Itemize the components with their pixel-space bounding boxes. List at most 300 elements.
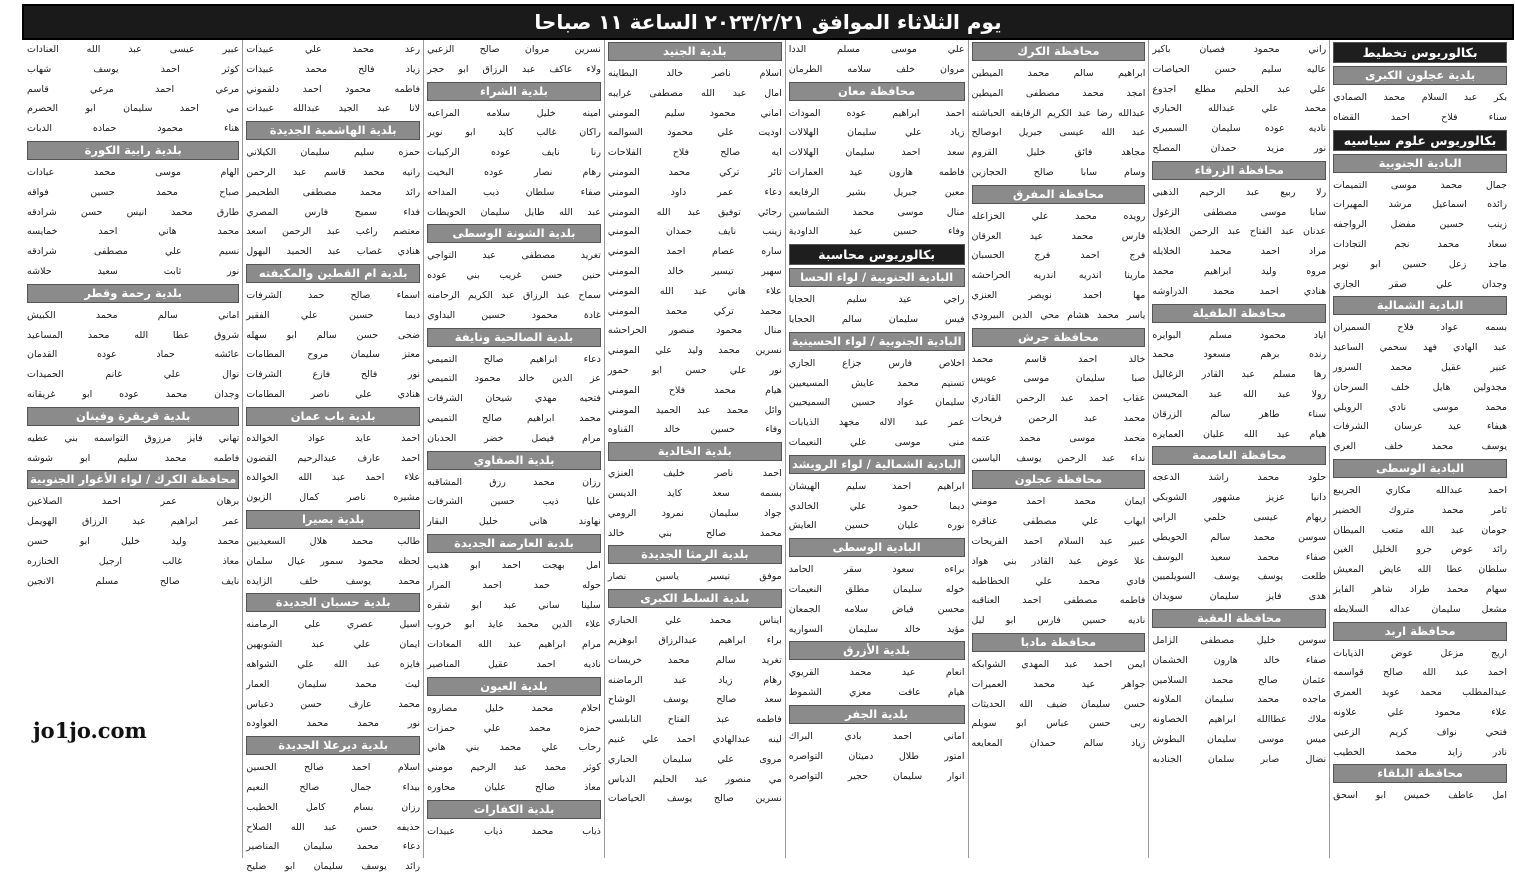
section-heading: بلدية الجفر xyxy=(789,705,965,724)
column-2 xyxy=(1148,40,1329,858)
candidate-name: سعد احمد سليمان الهلالات xyxy=(788,147,965,159)
candidate-name: فتحي نواف كريم الزعبي xyxy=(1333,726,1507,738)
candidate-name: لحظه محمود سمور عيال سلمان xyxy=(246,555,421,567)
candidate-name: سعاد محمد نجم التجادات xyxy=(1333,238,1507,250)
candidate-name: ثامر محمد متروك الخضير xyxy=(1333,504,1507,516)
section-heading: بلدية عجلون الكبرى xyxy=(1333,66,1507,85)
candidate-name: رزان محمد رزق المشاقبه xyxy=(427,476,601,488)
section-heading: بلدية بصيرا xyxy=(246,510,420,529)
section-heading: محافظة الزرقاء xyxy=(1152,161,1326,180)
candidate-name: موفق تيسير ياسين نصار xyxy=(607,571,782,583)
candidate-name: نسيم علي مصطفى شرادقه xyxy=(27,246,240,258)
candidate-name: علاء احمد عبد الله الخوالده xyxy=(246,472,421,484)
candidate-name: صبا سليمان موسى عويس xyxy=(971,373,1146,385)
candidate-name: مها احمد نويصر العنزي xyxy=(971,289,1146,301)
section-heading: البادية الوسطى xyxy=(1333,459,1507,478)
candidate-name: فداء سميح فارس المصري xyxy=(246,206,421,218)
candidate-name: هيام عيد الله عليان العمايره xyxy=(1152,428,1327,440)
candidate-name: براءه سعود سقر الحامد xyxy=(788,564,965,576)
candidate-name: اسلام ناصر خالد البطاينه xyxy=(607,68,782,79)
candidate-name: عليا ذيب حسين الشرفات xyxy=(427,496,601,508)
candidate-name: نوره عليان حسين العايش xyxy=(788,520,965,532)
candidate-name: مروه وليد ابراهيم محمد xyxy=(1152,265,1327,277)
candidate-name: احمد عارف عبدالرحيم القضون xyxy=(246,452,421,464)
section-heading: بلدية الرمثا الجديدة xyxy=(608,545,782,564)
section-heading: محافظة عجلون xyxy=(972,470,1146,489)
section-heading: بلدية السلط الكبرى xyxy=(608,589,782,608)
candidate-name: محمد وليد خليل ابو حسن xyxy=(27,535,240,547)
candidate-name: مي احمد سليمان ابو الحصرم xyxy=(27,103,240,115)
candidate-name: ولاء عاكف عبد الرزاق ابو حجر xyxy=(427,63,601,75)
candidate-name: حلود محمد راشد الدعجه xyxy=(1152,472,1327,484)
candidate-name: مراد احمد محمد الخلايله xyxy=(1152,246,1327,258)
candidate-name: اسيل عصري علي الرمامنه xyxy=(246,619,421,631)
candidate-name: براء ابراهيم عبدالرزاق ابوهزيم xyxy=(607,634,782,646)
candidate-name: احمد عبد الله صالح قواسمه xyxy=(1333,667,1507,679)
candidate-name: سماح عبد الرزاق عبد الكريم الرحامنه xyxy=(427,289,601,301)
candidate-name: فادي محمد علي الخطاطبه xyxy=(971,575,1146,587)
candidate-name: هنادي علي ناصر المطامات xyxy=(246,388,421,400)
candidate-name: راجي عيد سليم الحجايا xyxy=(788,294,965,306)
candidate-name: سابا موسى مصطفى الزغول xyxy=(1152,206,1327,218)
candidate-name: رحاب علي محمد بني هاني xyxy=(427,742,601,754)
candidate-name: معتز سليمان مروح المطامات xyxy=(246,349,421,361)
candidate-name: سلطان عطا الله عايض المعيش xyxy=(1333,564,1507,576)
candidate-name: محمد عبد الرحمن فريحات xyxy=(971,412,1146,424)
candidate-name: طلعت يوسف يوسف السويلميين xyxy=(1152,571,1327,583)
candidate-name: عمر ابراهيم عبد الرزاق الهويمل xyxy=(27,516,240,528)
candidate-name: هيام محمد فلاح المومني xyxy=(607,384,782,396)
candidate-name: هيام عافت معزي الشموط xyxy=(788,687,965,699)
candidate-name: رجائي توفيق عبد الله المومني xyxy=(607,206,782,218)
candidate-name: فايزه عبد الله علي الشواهه xyxy=(246,658,421,670)
column-7 xyxy=(242,40,423,873)
candidate-name: معاذ غالب ارجيل الخنازره xyxy=(27,555,240,567)
candidate-name: مشعل سليمان عداله السلايطه xyxy=(1333,603,1507,615)
candidate-name: مرعي احمد مرعي قاسم xyxy=(27,83,240,95)
candidate-name: عمر عبد الاله مجهد الذيابات xyxy=(788,417,965,429)
candidate-name: ايناس محمد علي الحباري xyxy=(607,615,782,627)
candidate-name: ضحى حسن سالم ابو سهله xyxy=(246,329,421,341)
candidate-name: علاء محمود علي علاونه xyxy=(1333,706,1507,718)
candidate-name: فاطمه عبد الفتاح النابلسي xyxy=(607,714,782,726)
candidate-name: نداء عبد الرحمن يوسف الياسين xyxy=(971,452,1146,464)
candidate-name: نسرين مروان صالح الزعبي xyxy=(427,44,601,55)
section-heading: محافظة الكرك / لواء الأغوار الجنوبية xyxy=(27,470,239,489)
section-heading: بلدية رحمة وقطر xyxy=(27,284,239,303)
candidate-name: محمد علي عبدالله الحباري xyxy=(1152,103,1327,115)
degree-heading: بكالوريوس محاسبة xyxy=(789,244,965,265)
candidate-name: معتصم راغب عبد الرحمن اسعد xyxy=(246,226,421,238)
candidate-name: محسن فياض سلامه الجمعان xyxy=(788,603,965,615)
candidate-name: محمد تركي محمد المومني xyxy=(607,305,782,317)
degree-heading: بكالوريوس تخطيط xyxy=(1333,42,1507,63)
candidate-name: رهام نصار عوده البخيت xyxy=(427,166,601,178)
candidate-name: برهان عمر احمد الصلاعين xyxy=(27,496,240,508)
candidate-name: عبد الله عيسى جبريل ابوصالح xyxy=(971,127,1146,139)
candidate-name: وسام سابا صالح الحجازين xyxy=(971,166,1146,178)
candidate-name: طالب محمد هلال السعيديين xyxy=(246,535,421,547)
degree-heading: بكالوريوس علوم سياسيه xyxy=(1333,130,1507,151)
column-4 xyxy=(785,40,968,858)
section-heading: البادية الشمالية / لواء الرويشد xyxy=(789,455,965,474)
candidate-name: فارس محمد عيد العرقان xyxy=(971,230,1146,242)
candidate-name: سهير تيسير خالد المومني xyxy=(607,265,782,277)
section-heading: بلدية ديرعلا الجديدة xyxy=(246,736,420,755)
candidate-name: ناديه عوده سليمان السميري xyxy=(1152,123,1327,135)
candidate-name: سناء طاهر سالم الزرقان xyxy=(1152,408,1327,420)
candidate-name: صفاء محمد سعيد اليوسف xyxy=(1152,551,1327,563)
candidate-name: فيس سليمان سالم الحجايا xyxy=(788,313,965,325)
section-heading: محافظة مادبا xyxy=(972,633,1146,652)
candidate-name: رعد محمد علي عبيدات xyxy=(246,44,421,55)
candidate-name: يوسف محمد خلف العري xyxy=(1333,441,1507,453)
candidate-name: خوله سليمان مطلق النعيمات xyxy=(788,583,965,595)
candidate-name: ميس موسى سليمان البطوش xyxy=(1152,733,1327,745)
candidate-name: نسرين محمد وليد علي المومني xyxy=(607,345,782,357)
candidate-name: علا عوض عبد القادر بني هواد xyxy=(971,555,1146,567)
section-heading: محافظة الطفيلة xyxy=(1152,304,1326,323)
candidate-name: امال عبد الله مصطفى غرايبه xyxy=(607,87,782,99)
candidate-name: عبدالله رضا عبد الكريم الرفايفه الحباشنه xyxy=(971,107,1146,119)
candidate-name: مرام فيصل خضر الحدبان xyxy=(427,432,601,444)
candidate-name: عبير عيسى عبد الله العنادات xyxy=(27,44,240,55)
section-heading: محافظة المفرق xyxy=(972,185,1146,204)
watermark-text: jo1jo.com xyxy=(30,718,150,743)
candidate-name: سهام محمد طراد شاهر الفايز xyxy=(1333,583,1507,595)
candidate-name: تهاني فايز مرزوق التواسمه بني عطيه xyxy=(27,432,240,444)
candidate-name: ناديه حسين فارس ابو ليل xyxy=(971,615,1146,627)
candidate-name: ايمن احمد عبد المهدي الشوابكه xyxy=(971,658,1146,670)
section-heading: محافظة معان xyxy=(789,82,965,101)
candidate-name: سناء فلاح احمد القضاه xyxy=(1333,111,1507,123)
candidate-name: امل بهجت احمد ابو هديب xyxy=(427,559,601,571)
column-6 xyxy=(423,40,604,858)
candidate-name: اماني سالم محمد الكبيش xyxy=(27,309,240,321)
candidate-name: فاطمه مصطفى احمد العناقبه xyxy=(971,595,1146,607)
candidate-name: احمد ابراهيم عوده المودات xyxy=(788,107,965,119)
candidate-name: نور علي حسن ابو حمور xyxy=(607,364,782,376)
candidate-name: الهام موسى محمد عبادات xyxy=(27,166,240,178)
candidate-name: وائل محمد عبد الحميد المومني xyxy=(607,404,782,416)
candidate-name: سلينا ساني عبد ابو شقره xyxy=(427,599,601,611)
candidate-name: نادر زايد محمد الخطيب xyxy=(1333,746,1507,758)
candidate-name: ربى حسن عباس ابو سويلم xyxy=(971,718,1146,730)
candidate-name: ريهام عيسى حلمي الرابي xyxy=(1152,511,1327,523)
candidate-name: كوثر محمد عبد الرحيم مومني xyxy=(427,762,601,774)
candidate-name: دعاء ابراهيم صالح التميمي xyxy=(427,353,601,365)
candidate-name: جواد سليمان نمرود الرومي xyxy=(607,507,782,519)
candidate-name: عبدالمطلب محمد عويد العمري xyxy=(1333,687,1507,699)
candidate-name: زينب حسين مفضل الرواجفه xyxy=(1333,219,1507,231)
candidate-name: جمال محمد موسى التميمات xyxy=(1333,179,1507,191)
candidate-name: زياد سالم حمدان المعايعه xyxy=(971,738,1146,750)
candidate-name: طارق محمد انيس حسن شرادقه xyxy=(27,206,240,218)
candidate-name: صفاء خالد هارون الخشمان xyxy=(1152,654,1327,666)
candidate-name: عبير عقيل محمد السرور xyxy=(1333,361,1507,373)
section-heading: محافظة العقبة xyxy=(1152,609,1326,628)
candidate-name: محمد صالح بني خالد xyxy=(607,527,782,539)
candidate-name: رائد يوسف سليمان ابو صليح xyxy=(246,861,421,873)
candidate-name: نور محمد محمد العواوده xyxy=(246,718,421,730)
section-heading: بلدية الشراء xyxy=(427,82,601,101)
section-heading: البادية الوسطى xyxy=(789,538,965,557)
candidate-name: نور ثابت سعيد حلاشه xyxy=(27,265,240,277)
candidate-name: فتحيه مهدي شيحان الشرفات xyxy=(427,393,601,405)
candidate-name: تسنيم محمد عايش المسيعيين xyxy=(788,377,965,389)
candidate-name: صباح محمد حسين فواقه xyxy=(27,186,240,198)
candidate-name: زياد فالح محمد عبيدات xyxy=(246,63,421,75)
section-heading: بلدية الكفارات xyxy=(427,800,601,819)
candidate-name: علاء هاني عبد الله المومني xyxy=(607,285,782,297)
candidate-name: مي منصور عبد الحليم الدباس xyxy=(607,773,782,785)
candidate-name: رزان بسام كامل الخطيب xyxy=(246,801,421,813)
section-heading: بلدية قريقرة وفينان xyxy=(27,407,239,426)
section-heading: بلدية الخالدية xyxy=(608,442,782,461)
candidate-name: امجد محمد مصطفى الميطين xyxy=(971,87,1146,99)
candidate-name: اماني احمد بادي البراك xyxy=(788,730,965,742)
candidate-name: عدنان عبد الفتاح عبد الرحمن الخلايله xyxy=(1152,226,1327,238)
column-3 xyxy=(968,40,1149,858)
candidate-name: رلا ربيع عبد الرحيم الذهبي xyxy=(1152,186,1327,198)
candidate-name: نور مزيد حمدان المصلح xyxy=(1152,142,1327,154)
candidate-name: رهام زياد عبد الرماضنه xyxy=(607,674,782,686)
candidate-name: هنادي غصاب عبد الحميد البهول xyxy=(246,246,421,258)
candidate-name: غادة محمود حسين البداوي xyxy=(427,309,601,321)
candidate-name: معاذ صالح عليان محاوره xyxy=(427,781,601,793)
candidate-name: وجدان علي صقر الجازي xyxy=(1333,278,1507,290)
candidate-name: اريج مزعل عوض الذيابات xyxy=(1333,647,1507,659)
candidate-name: فاطمه هارون عيد العمارات xyxy=(788,166,965,178)
section-heading: بلدية حسبان الجديدة xyxy=(246,593,420,612)
section-heading: بلدية الأزرق xyxy=(789,641,965,660)
section-heading: محافظة العاصمة xyxy=(1152,446,1326,465)
candidate-name: نضال صابر سلمان الجنادبه xyxy=(1152,753,1327,765)
column-1 xyxy=(1329,40,1510,858)
candidate-name: اخلاص فارس جزاع الجازي xyxy=(788,357,965,369)
candidate-name: مروى علي سليمان الحباري xyxy=(607,753,782,765)
candidate-name: عبير عبد السلام احمد الفريحات xyxy=(971,535,1146,547)
page-header-bar xyxy=(22,4,1514,40)
candidate-name: مشيره ناصر كمال الزيون xyxy=(246,492,421,504)
candidate-name: مؤيد خالد سليمان السواريه xyxy=(788,623,965,635)
candidate-name: دعاء محمد سليمان المناصير xyxy=(246,841,421,853)
candidate-name: منال محمود منصور الحراحشه xyxy=(607,325,782,337)
candidate-name: عبد الله طايل سليمان الحويطات xyxy=(427,206,601,218)
candidate-name: هناء محمود حماده الدبات xyxy=(27,123,240,135)
candidate-name: حمزه محمد علي حمزات xyxy=(427,722,601,734)
column-5 xyxy=(604,40,785,858)
candidate-name: رولا عبد الله عبد المحيسن xyxy=(1152,388,1327,400)
candidate-name: فرج احمد فرج الحسبان xyxy=(971,250,1146,262)
page-title: يوم الثلاثاء الموافق ٢٠٢٣/٢/٢١ الساعة ١١ صباحا xyxy=(534,10,1002,34)
candidate-name: مجدولين هايل خلف السرحان xyxy=(1333,381,1507,393)
candidate-name: جومان عبد الله متعب الميطان xyxy=(1333,524,1507,536)
section-heading: بلدية العارضة الجديدة xyxy=(427,534,601,553)
candidate-name: كوثر احمد يوسف شهاب xyxy=(27,63,240,75)
candidate-name: عقاب احمد عبد الرحمن القادري xyxy=(971,393,1146,405)
candidate-name: منى موسى علي النعيمات xyxy=(788,436,965,448)
candidate-name: حسن سليمان ضيف الله الحديثات xyxy=(971,698,1146,710)
section-heading: بلدية العيون xyxy=(427,677,601,696)
candidate-name: مرام ابراهيم عبد الله المعادات xyxy=(427,639,601,651)
candidate-name: تغريد سالم محمد خريسات xyxy=(607,654,782,666)
candidate-name: رائده اسماعيل مرشد المهيرات xyxy=(1333,199,1507,211)
section-heading: البادية الجنوبية / لواء الحسينية xyxy=(789,332,965,351)
candidate-name: انوار سليمان حجير التواصره xyxy=(788,770,965,782)
candidate-name: ثائر تركي محمد المومني xyxy=(607,166,782,178)
candidate-name: بكر عبد السلام محمد الصمادي xyxy=(1333,92,1507,103)
candidate-name: اسلام احمد صالح الحسين xyxy=(246,762,421,774)
candidate-name: ايمان علي عبد الشويهين xyxy=(246,639,421,651)
section-heading: بلدية الهاشمية الجديدة xyxy=(246,121,420,140)
candidate-name: محمد موسى محمد عتمه xyxy=(971,432,1146,444)
candidate-name: زينب نايف حمدان المومني xyxy=(607,226,782,238)
candidate-name: ليث محمد سليمان العمار xyxy=(246,678,421,690)
candidate-name: ماجد زعل حسين ابو نوير xyxy=(1333,258,1507,270)
candidate-name: حنين حسن غريب بني عوده xyxy=(427,270,601,282)
candidate-name: ابراهيم احمد سليم الهيشان xyxy=(788,480,965,492)
section-heading: بلدية الجنيد xyxy=(608,42,782,61)
candidate-name: رائد عوض جرو الخليل الغين xyxy=(1333,544,1507,556)
candidate-name: اياد محمود مسلم البوايره xyxy=(1152,329,1327,341)
section-heading: بلدية الصفاوي xyxy=(427,451,601,470)
candidate-name: راني محمود فصيان باكير xyxy=(1152,44,1327,55)
candidate-name: نهاوند هاني حليل البقار xyxy=(427,516,601,528)
columns-container xyxy=(24,40,1510,873)
candidate-name: امتور طلال دميثان التواصره xyxy=(788,750,965,762)
section-heading: بلدية باب عمان xyxy=(246,407,420,426)
candidate-name: سعد صالح يوسف الوشاح xyxy=(607,694,782,706)
candidate-name: انعام عيد محمد القريوي xyxy=(788,667,965,679)
candidate-name: هدى فايز سليمان سويدان xyxy=(1152,591,1327,603)
candidate-name: هيفاء عيد عرسان الشرفات xyxy=(1333,421,1507,433)
candidate-name: مروان خلف سلامه الطرمان xyxy=(788,63,965,75)
candidate-name: ساره عصام احمد المومني xyxy=(607,246,782,258)
candidate-name: نور فالح فازع الشرفات xyxy=(246,369,421,381)
candidate-name: لانا عبد الجيد عبدالله عبيدات xyxy=(246,103,421,115)
section-heading: محافظة اربد xyxy=(1333,622,1507,641)
candidate-name: اماني محمود سليم المومني xyxy=(607,107,782,119)
candidate-name: حوله حمد احمد المرار xyxy=(427,579,601,591)
section-heading: البادية الجنوبية / لواء الحسا xyxy=(789,268,965,287)
candidate-name: بسمه سعد كايد الديسن xyxy=(607,487,782,499)
candidate-name: اوديت علي محمود السوالمه xyxy=(607,127,782,139)
candidate-name: ملاك عطاالله ابراهيم الخصاونه xyxy=(1152,714,1327,726)
section-heading: محافظة جرش xyxy=(972,328,1146,347)
candidate-name: رنده برهم مسعود محمد xyxy=(1152,349,1327,361)
candidate-name: دعاء عمر داود المومني xyxy=(607,186,782,198)
candidate-name: وجدان محمد عوده ابو غريقانه xyxy=(27,388,240,400)
candidate-name: وفاء حسين عيد الداودية xyxy=(788,226,965,238)
candidate-name: محمد ابراهيم صالح التميمي xyxy=(427,412,601,424)
candidate-name: سليمان عواد حسين السميحيين xyxy=(788,397,965,409)
candidate-name: وفاء حسين خالد القناوه xyxy=(607,424,782,436)
candidate-name: عائشه حماد عوده القدمان xyxy=(27,349,240,361)
candidate-name: محمد عارف حسن دعباس xyxy=(246,698,421,710)
candidate-name: اسماء صالح حمد الشرفات xyxy=(246,289,421,301)
candidate-name: محمد يوسف خلف الزايده xyxy=(246,575,421,587)
candidate-name: نايف صالح مسلم الانجين xyxy=(27,575,240,587)
candidate-name: ذياب محمد ذياب عبيدات xyxy=(427,825,601,837)
candidate-name: محمد موسى نادي الرويلي xyxy=(1333,401,1507,413)
candidate-name: احمد ناصر خليف العنزي xyxy=(607,468,782,480)
candidate-name: تغريد مصطفى عيد التواجي xyxy=(427,250,601,262)
candidate-name: سوسن محمد سالم الحويطي xyxy=(1152,531,1327,543)
candidate-name: صفاء سلطان ذيب المداحه xyxy=(427,186,601,198)
section-heading: بلدية ام القطين والمكيفته xyxy=(246,264,420,283)
section-heading: بلدية الشونة الوسطى xyxy=(427,224,601,243)
candidate-name: عاليه سليم حسن الحياصات xyxy=(1152,63,1327,75)
candidate-name: رانيه محمد قاسم عبد الرحمن xyxy=(246,166,421,178)
candidate-name: منال موسى محمد الشماسين xyxy=(788,206,965,218)
candidate-name: دانيا عزيز مشهور الشوبكي xyxy=(1152,492,1327,504)
candidate-name: علي موسى مسلم الددا xyxy=(788,44,965,55)
candidate-name: احمد عبدالله مكازي الجريبع xyxy=(1333,484,1507,496)
candidate-name: رها مسلم عبد القادر الزغاليل xyxy=(1152,369,1327,381)
candidate-name: فاطمه محمود احمد دلقموني xyxy=(246,83,421,95)
candidate-name: معين جبريل بشير الرفايعه xyxy=(788,186,965,198)
candidate-name: عز الدين خالد محمود التميمي xyxy=(427,373,601,385)
candidate-name: ابراهيم سالم محمد الميطين xyxy=(971,68,1146,79)
section-heading: البادية الجنوبية xyxy=(1333,154,1507,173)
candidate-name: شروق عطا الله محمد المساعيد xyxy=(27,329,240,341)
section-heading: بلدية الصالحية ونايفة xyxy=(427,328,601,347)
candidate-name: جواهر عيد محمد العميرات xyxy=(971,678,1146,690)
section-heading: البادية الشمالية xyxy=(1333,296,1507,315)
candidate-name: احلام محمد خليل مصاروه xyxy=(427,702,601,714)
candidate-name: راكان غالب كايد ابو نوير xyxy=(427,127,601,139)
candidate-name: لينه عبدالهادي احمد علي غنيم xyxy=(607,733,782,745)
candidate-name: مجاهد فائق خليل القروم xyxy=(971,147,1146,159)
candidate-name: ايمان محمد احمد مومني xyxy=(971,496,1146,508)
candidate-name: مارينا اندريه اندريه الحراحشه xyxy=(971,270,1146,282)
candidate-name: رويده محمد علي الخزاعله xyxy=(971,210,1146,222)
candidate-name: رائد محمد مصطفى الطحيمر xyxy=(246,186,421,198)
candidate-name: امل عاطف خميس ابو اسحق xyxy=(1333,790,1507,802)
candidate-name: ناديه احمد عقيل المناصير xyxy=(427,658,601,670)
candidate-name: بيداء جمال صالح النعيم xyxy=(246,781,421,793)
candidate-name: محمد هاني احمد خمايسه xyxy=(27,226,240,238)
candidate-name: خالد احمد قاسم محمد xyxy=(971,353,1146,365)
candidate-name: امينه خليل سلامه المراعيه xyxy=(427,107,601,119)
candidate-name: حذيفه حسن عبد الله الصلاح xyxy=(246,821,421,833)
candidate-name: احمد عايد عواد الخوالده xyxy=(246,432,421,444)
candidate-name: علي عبد الحليم مطلع اجدوع xyxy=(1152,83,1327,95)
candidate-name: رنا نايف عوده الركيبات xyxy=(427,147,601,159)
candidate-name: زياد علي سليمان الهلالات xyxy=(788,127,965,139)
candidate-name: حمزه سليم سليمان الكيلاني xyxy=(246,147,421,159)
candidate-name: نسرين صالح يوسف الحياصات xyxy=(607,793,782,805)
candidate-name: ياسر محمد هشام محي الدين البيرودي xyxy=(971,309,1146,321)
candidate-name: ايهاب علي مصطفى عناقره xyxy=(971,516,1146,528)
section-heading: بلدية رابية الكورة xyxy=(27,141,239,160)
candidate-name: بسمه عواد فلاح السميران xyxy=(1333,322,1507,334)
candidate-name: نوال علي غانم الحميدات xyxy=(27,369,240,381)
candidate-name: فاطمه محمد سليم ابو شوشه xyxy=(27,452,240,464)
candidate-name: ديما حمود علي الخالدي xyxy=(788,500,965,512)
candidate-name: ماجده محمد سليمان الملاونه xyxy=(1152,694,1327,706)
candidate-name: علاء الدين محمد عايد ابو خروب xyxy=(427,619,601,631)
section-heading: محافظة البلقاء xyxy=(1333,764,1507,783)
candidate-name: ديما حسين علي الفقير xyxy=(246,309,421,321)
candidate-name: ايه صالح فلاح الفلاحات xyxy=(607,147,782,159)
candidate-name: هنادي احمد محمد الدراوشه xyxy=(1152,285,1327,297)
candidate-name: عبد الهادي فهد سحمي الساعيد xyxy=(1333,342,1507,354)
candidate-name: عثمان صالح محمد السلامين xyxy=(1152,674,1327,686)
candidate-name: سوسن خليل مصطفى الزامل xyxy=(1152,634,1327,646)
section-heading: محافظة الكرك xyxy=(972,42,1146,61)
